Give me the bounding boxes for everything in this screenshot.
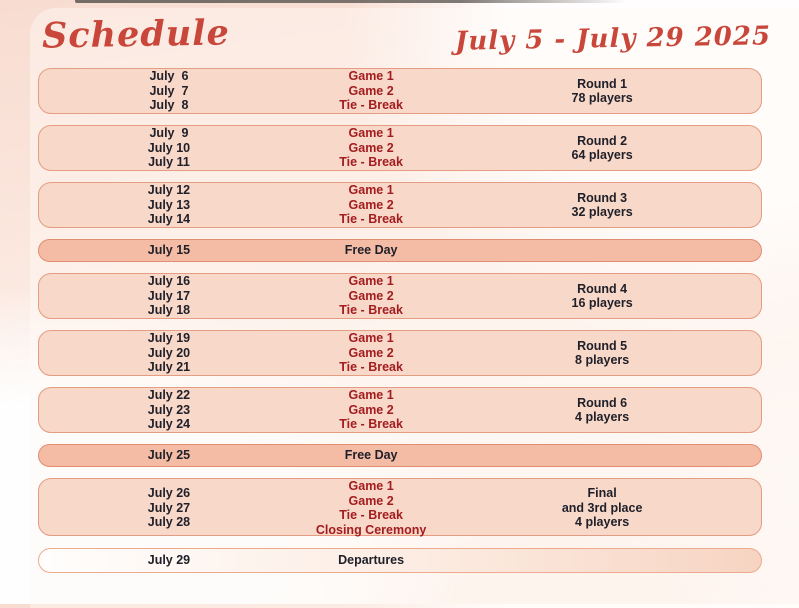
round-label: Round 2 — [577, 133, 628, 148]
date: July 17 — [147, 288, 191, 303]
date-range: July 5 - July 29 2025 — [454, 21, 772, 57]
free-day-label: Free Day — [344, 243, 398, 258]
row-dates — [39, 126, 299, 170]
date: July 25 — [147, 448, 191, 463]
page-title: Schedule — [41, 12, 231, 57]
date: July 21 — [147, 360, 191, 375]
event: Game 2 — [348, 140, 394, 155]
players-count: 64 players — [571, 148, 633, 162]
date: July 20 — [147, 345, 191, 360]
round-label: Round 1 — [577, 76, 628, 91]
event: Tie - Break — [339, 303, 403, 318]
players-count: 16 players — [571, 296, 633, 310]
event: Tie - Break — [339, 212, 403, 227]
event: Closing Ceremony — [315, 522, 427, 537]
row-summary — [443, 191, 761, 220]
date: July 18 — [147, 303, 191, 318]
schedule-list — [38, 68, 762, 584]
row-dates — [39, 274, 299, 318]
event: Game 1 — [348, 331, 394, 346]
round-label: Round 3 — [577, 190, 628, 205]
players-count: 78 players — [571, 91, 633, 105]
row-events — [299, 479, 443, 537]
event: Game 1 — [348, 274, 394, 289]
row-events — [299, 448, 443, 463]
event: Game 1 — [348, 126, 394, 141]
row-events — [299, 553, 443, 568]
row-dates — [39, 331, 299, 375]
row-dates — [39, 243, 299, 258]
row-dates — [39, 69, 299, 113]
row-summary — [443, 486, 761, 530]
round-label: Round 5 — [577, 338, 628, 353]
row-summary — [443, 396, 761, 425]
date: July 7 — [149, 83, 189, 98]
date: July 8 — [149, 98, 189, 113]
schedule-row-free-day-2 — [38, 444, 762, 467]
event: Game 2 — [348, 83, 394, 98]
date: July 11 — [148, 155, 190, 170]
date: July 19 — [147, 331, 191, 346]
date: July 29 — [147, 553, 191, 568]
date: July 27 — [147, 500, 191, 515]
date: July 28 — [147, 515, 191, 530]
date: July 9 — [149, 126, 189, 141]
date: July 23 — [147, 402, 191, 417]
row-dates — [39, 553, 299, 568]
schedule-row-round-1 — [38, 68, 762, 114]
free-day-label: Free Day — [344, 448, 398, 463]
schedule-row-round-6 — [38, 387, 762, 433]
players-count: 8 players — [575, 353, 630, 367]
players-count: 32 players — [571, 205, 633, 219]
event: Game 2 — [348, 402, 394, 417]
date: July 24 — [147, 417, 191, 432]
event: Game 2 — [348, 288, 394, 303]
schedule-row-round-3 — [38, 182, 762, 228]
row-dates — [39, 448, 299, 463]
event: Tie - Break — [339, 417, 403, 432]
row-events — [299, 126, 443, 170]
round-label: Round 4 — [577, 281, 628, 296]
schedule-row-round-5 — [38, 330, 762, 376]
row-dates — [39, 183, 299, 227]
date: July 22 — [147, 388, 191, 403]
date: July 16 — [147, 274, 191, 289]
row-events — [299, 331, 443, 375]
schedule-row-final — [38, 478, 762, 536]
row-events — [299, 69, 443, 113]
schedule-row-round-4 — [38, 273, 762, 319]
date: July 26 — [147, 486, 191, 501]
row-events — [299, 388, 443, 432]
event: Game 1 — [348, 388, 394, 403]
schedule-row-round-2 — [38, 125, 762, 171]
row-summary — [443, 339, 761, 368]
row-events — [299, 243, 443, 258]
row-events — [299, 183, 443, 227]
event: Game 2 — [348, 197, 394, 212]
event: Game 2 — [348, 493, 394, 508]
departures-label: Departures — [338, 553, 405, 568]
players-count: 4 players — [575, 410, 630, 424]
schedule-row-free-day-1 — [38, 239, 762, 262]
row-summary — [443, 282, 761, 311]
date: July 10 — [147, 140, 191, 155]
date: July 14 — [147, 212, 191, 227]
event: Tie - Break — [339, 360, 403, 375]
round-label: Final — [587, 486, 617, 501]
row-dates — [39, 486, 299, 530]
event: Game 1 — [348, 479, 394, 493]
event: Tie - Break — [339, 508, 403, 522]
row-summary — [443, 134, 761, 163]
round-label: Round 6 — [577, 395, 628, 410]
event: Tie - Break — [339, 98, 403, 113]
players-count: 4 players — [575, 515, 630, 530]
row-events — [299, 274, 443, 318]
round-label: and 3rd place — [561, 500, 643, 515]
date: July 15 — [147, 243, 191, 258]
top-edge-artifact — [75, 0, 627, 3]
event: Game 2 — [348, 345, 394, 360]
event: Tie - Break — [339, 155, 403, 170]
row-summary — [443, 77, 761, 106]
schedule-row-departures — [38, 548, 762, 573]
row-dates — [39, 388, 299, 432]
event: Game 1 — [348, 69, 394, 84]
event: Game 1 — [348, 183, 394, 198]
date: July 12 — [147, 183, 191, 198]
date: July 13 — [147, 197, 191, 212]
date: July 6 — [149, 69, 189, 84]
